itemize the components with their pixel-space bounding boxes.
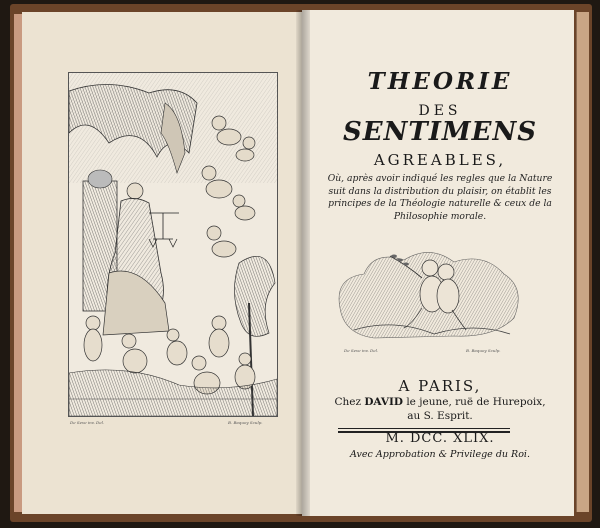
book-gutter [296, 10, 310, 516]
frontispiece-engraving [68, 72, 278, 417]
imprint-publisher [310, 396, 570, 408]
title-line-3: SENTIMENS [342, 117, 537, 147]
vignette-illustration [334, 238, 524, 346]
page-edges-right [576, 12, 589, 512]
vignette-credit-designer: De Seve inv. Del. [344, 348, 379, 353]
title-line-4: AGREABLES, [373, 151, 507, 169]
vignette-credit-engraver: B. Baquoy Sculp. [466, 348, 501, 353]
imprint-address: au S. Esprit. [407, 410, 473, 422]
imprint-privilege: Avec Approbation & Privilege du Roi. [350, 449, 530, 460]
imprint-year: M. DCC. XLIX. [385, 431, 495, 446]
imprint-place: A PARIS, [398, 377, 482, 395]
publisher-suffix: le jeune, ruë de Hurepoix, [406, 396, 546, 408]
engraving-illustration [69, 73, 277, 416]
imprint-rule-thin [338, 428, 510, 429]
title-line-2: DES [418, 103, 462, 119]
publisher-name: DAVID [364, 396, 403, 408]
frontispiece-credit-engraver: B. Baquoy Sculp. [228, 420, 263, 425]
title-line-1: THEORIE [367, 68, 513, 95]
publisher-prefix: Chez [334, 396, 361, 408]
title-description: Où, après avoir indiqué les regles que la Nature suit dans la distribution du plaisir, on établit les principes de la Théologie naturelle & ceux de la Philosophie morale. [327, 173, 553, 222]
title-vignette [334, 238, 524, 346]
frontispiece-credit-designer: De Seve inv. Del. [70, 420, 105, 425]
